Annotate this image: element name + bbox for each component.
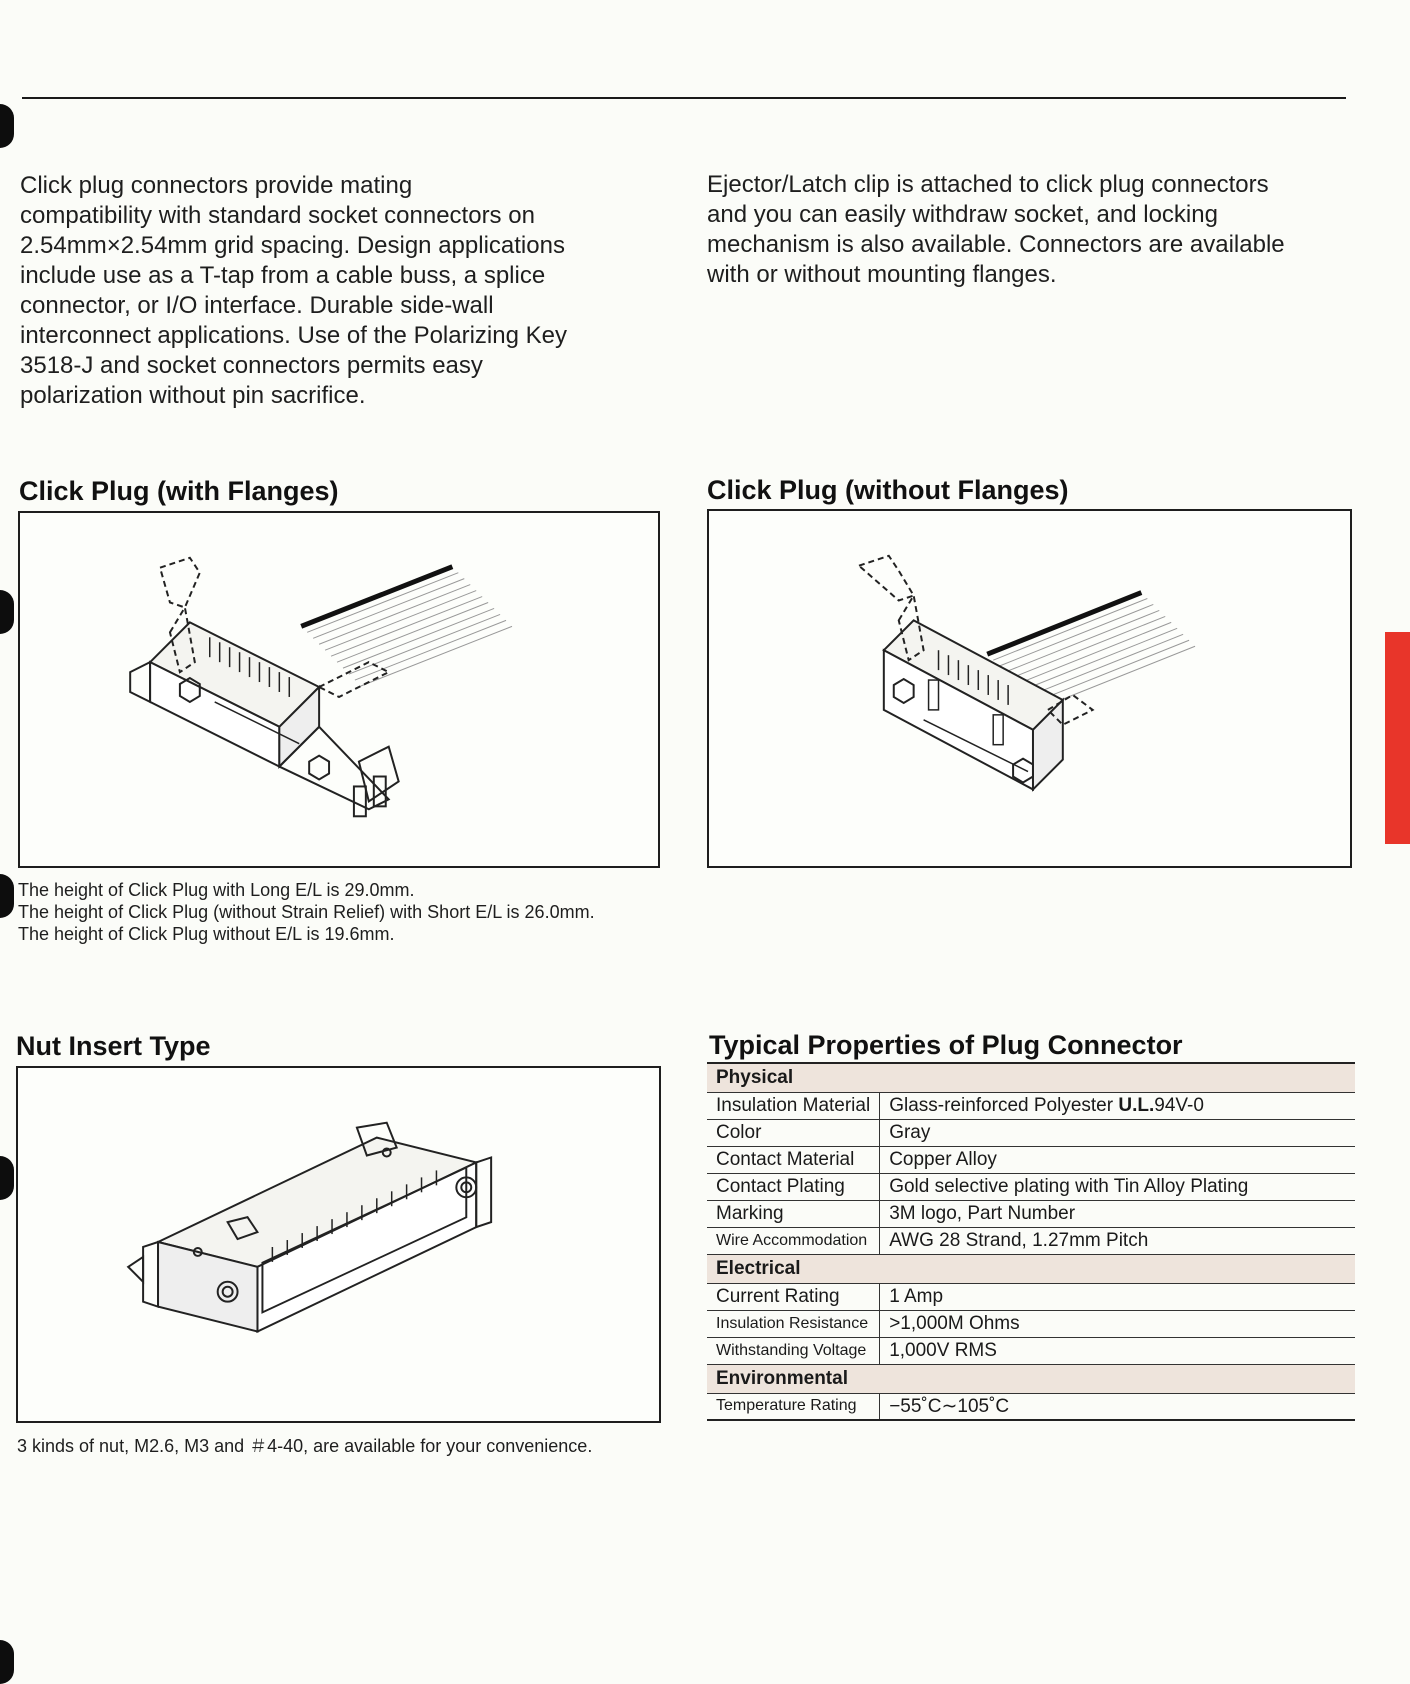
property-value: 1 Amp xyxy=(880,1283,1355,1310)
table-row xyxy=(707,1173,1355,1200)
intro-right xyxy=(707,170,1367,290)
intro-left xyxy=(20,171,660,411)
property-value: −55˚C∼105˚C xyxy=(880,1393,1355,1420)
click-plug-without-flanges-drawing xyxy=(709,511,1350,866)
caption-line: The height of Click Plug without E/L is 19.6mm. xyxy=(18,924,395,944)
nut-insert-caption xyxy=(17,1435,592,1457)
binder-hole xyxy=(0,1156,14,1200)
table-row xyxy=(707,1227,1355,1254)
intro-left-text: Click plug connectors provide mating compatibility with standard socket connectors on 2.54mm×2.54mm grid spacing. Design applications include use as a T-tap from a cable buss, a splice connector, or I/O interface. Durable side-wall interconnect applications. Use of the Polarizing Key 3518-J and socket connectors permits easy polarization without pin sacrifice. xyxy=(20,172,567,409)
property-value: >1,000M Ohms xyxy=(880,1310,1355,1337)
table-section-row xyxy=(707,1063,1355,1092)
table-section-row xyxy=(707,1254,1355,1283)
section-title-with-flanges: Click Plug (with Flanges) xyxy=(19,476,339,506)
with-flanges-captions xyxy=(18,879,595,945)
section-title-without-flanges: Click Plug (without Flanges) xyxy=(707,475,1069,505)
property-name: Current Rating xyxy=(707,1283,880,1310)
section-tab xyxy=(1385,632,1410,844)
figure-nut-insert-type xyxy=(16,1066,661,1423)
property-value: Gray xyxy=(880,1119,1355,1146)
intro-right-text: Ejector/Latch clip is attached to click plug connectors and you can easily withdraw socket, and locking mechanism is also available. Connectors are available with or without mounting flanges. xyxy=(707,171,1285,288)
nut-insert-drawing xyxy=(18,1068,659,1421)
property-value: Gold selective plating with Tin Alloy Plating xyxy=(880,1173,1355,1200)
table-row xyxy=(707,1119,1355,1146)
property-value: 3M logo, Part Number xyxy=(880,1200,1355,1227)
caption-line: The height of Click Plug (without Strain Relief) with Short E/L is 26.0mm. xyxy=(18,902,595,922)
property-name: Marking xyxy=(707,1200,880,1227)
header-rule xyxy=(22,97,1346,99)
section-label-electrical: Electrical xyxy=(707,1254,1355,1283)
property-name: Withstanding Voltage xyxy=(707,1337,880,1364)
table-row xyxy=(707,1310,1355,1337)
property-value: Glass-reinforced Polyester U.L.94V-0 xyxy=(880,1092,1355,1119)
table-row xyxy=(707,1200,1355,1227)
property-value: Copper Alloy xyxy=(880,1146,1355,1173)
binder-hole xyxy=(0,104,14,148)
table-row xyxy=(707,1393,1355,1420)
property-value: 1,000V RMS xyxy=(880,1337,1355,1364)
click-plug-with-flanges-drawing xyxy=(20,513,658,866)
binder-hole xyxy=(0,590,14,634)
section-title-nut-insert: Nut Insert Type xyxy=(16,1031,211,1061)
section-label-physical: Physical xyxy=(707,1063,1355,1092)
figure-click-plug-with-flanges xyxy=(18,511,660,868)
caption-line: The height of Click Plug with Long E/L is 29.0mm. xyxy=(18,880,415,900)
binder-hole xyxy=(0,874,14,918)
table-row xyxy=(707,1092,1355,1119)
property-name: Contact Plating xyxy=(707,1173,880,1200)
property-name: Insulation Material xyxy=(707,1092,880,1119)
section-label-environmental: Environmental xyxy=(707,1364,1355,1393)
table-row xyxy=(707,1146,1355,1173)
properties-title: Typical Properties of Plug Connector xyxy=(709,1030,1183,1060)
properties-table xyxy=(707,1062,1355,1421)
table-row xyxy=(707,1337,1355,1364)
table-section-row xyxy=(707,1364,1355,1393)
property-name: Insulation Resistance xyxy=(707,1310,880,1337)
property-name: Wire Accommodation xyxy=(707,1227,880,1254)
binder-hole xyxy=(0,1640,14,1684)
figure-click-plug-without-flanges xyxy=(707,509,1352,868)
property-value: AWG 28 Strand, 1.27mm Pitch xyxy=(880,1227,1355,1254)
property-name: Contact Material xyxy=(707,1146,880,1173)
property-name: Temperature Rating xyxy=(707,1393,880,1420)
table-row xyxy=(707,1283,1355,1310)
caption-line: 3 kinds of nut, M2.6, M3 and ＃4-40, are available for your convenience. xyxy=(17,1436,593,1456)
property-name: Color xyxy=(707,1119,880,1146)
